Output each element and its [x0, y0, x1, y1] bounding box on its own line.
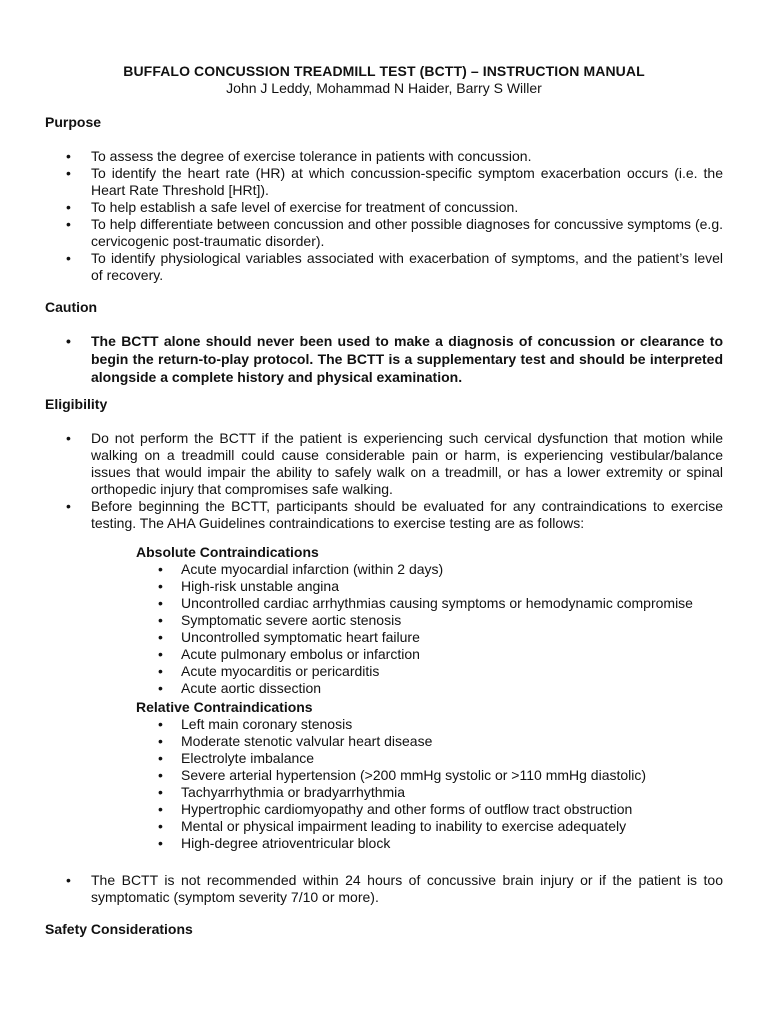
list-item: • Mental or physical impairment leading to inability to exercise adequately — [136, 818, 723, 835]
list-item: • Severe arterial hypertension (>200 mmHg systolic or >110 mmHg diastolic) — [136, 767, 723, 784]
list-item: • Left main coronary stenosis — [136, 716, 723, 733]
document-title: BUFFALO CONCUSSION TREADMILL TEST (BCTT) – INSTRUCTION MANUAL — [123, 63, 645, 79]
absolute-contraindications-heading: Absolute Contraindications — [136, 544, 319, 560]
list-item: • Acute myocardial infarction (within 2 days) — [136, 561, 723, 578]
list-item: • Uncontrolled symptomatic heart failure — [136, 629, 723, 646]
relative-contraindications-list — [136, 716, 723, 852]
caution-list — [45, 332, 723, 386]
list-item: • To assess the degree of exercise tolerance in patients with concussion. — [45, 148, 723, 165]
eligibility-list — [45, 430, 723, 532]
list-item: • To help establish a safe level of exercise for treatment of concussion. — [45, 199, 723, 216]
list-item: • Before beginning the BCTT, participants should be evaluated for any contraindications to exercise testing. The AHA Guidelines contraindications to exercise testing are as follows: — [45, 498, 723, 532]
purpose-heading: Purpose — [45, 114, 102, 130]
list-item: • Acute aortic dissection — [136, 680, 723, 697]
eligibility-heading: Eligibility — [45, 396, 108, 412]
list-item: • Acute myocarditis or pericarditis — [136, 663, 723, 680]
list-item: • To help differentiate between concussion and other possible diagnoses for concussive symptoms (e.g. cervicogenic post-traumatic disorder). — [45, 216, 723, 250]
list-item: • The BCTT alone should never been used to make a diagnosis of concussion or clearance to begin the return-to-play protocol. The BCTT is a supplementary test and should be interpreted alongside a complete history and physical examination. — [45, 332, 723, 386]
list-item: • Moderate stenotic valvular heart disease — [136, 733, 723, 750]
list-item: • High-degree atrioventricular block — [136, 835, 723, 852]
list-item: • Uncontrolled cardiac arrhythmias causing symptoms or hemodynamic compromise — [136, 595, 723, 612]
list-item: • To identify physiological variables associated with exacerbation of symptoms, and the patient’s level of recovery. — [45, 250, 723, 284]
absolute-contraindications-list — [136, 561, 723, 697]
safety-heading: Safety Considerations — [45, 921, 193, 937]
list-item: • Symptomatic severe aortic stenosis — [136, 612, 723, 629]
list-item: • Tachyarrhythmia or bradyarrhythmia — [136, 784, 723, 801]
list-item: • Acute pulmonary embolus or infarction — [136, 646, 723, 663]
purpose-list — [45, 148, 723, 284]
list-item: • To identify the heart rate (HR) at which concussion-specific symptom exacerbation occurs (i.e. the Heart Rate Threshold [HRt]). — [45, 165, 723, 199]
eligibility-final-list — [45, 872, 723, 906]
list-item: • The BCTT is not recommended within 24 hours of concussive brain injury or if the patient is too symptomatic (symptom severity 7/10 or more). — [45, 872, 723, 906]
relative-contraindications-heading: Relative Contraindications — [136, 699, 313, 715]
list-item: • High-risk unstable angina — [136, 578, 723, 595]
document-authors: John J Leddy, Mohammad N Haider, Barry S Willer — [226, 80, 542, 96]
list-item: • Do not perform the BCTT if the patient is experiencing such cervical dysfunction that motion while walking on a treadmill could cause considerable pain or harm, is experiencing vestibular/balance issues that would impair the ability to safely walk on a treadmill, or has a lower extremity or spinal orthopedic injury that compromises safe walking. — [45, 430, 723, 498]
list-item: • Hypertrophic cardiomyopathy and other forms of outflow tract obstruction — [136, 801, 723, 818]
caution-heading: Caution — [45, 299, 98, 315]
list-item: • Electrolyte imbalance — [136, 750, 723, 767]
